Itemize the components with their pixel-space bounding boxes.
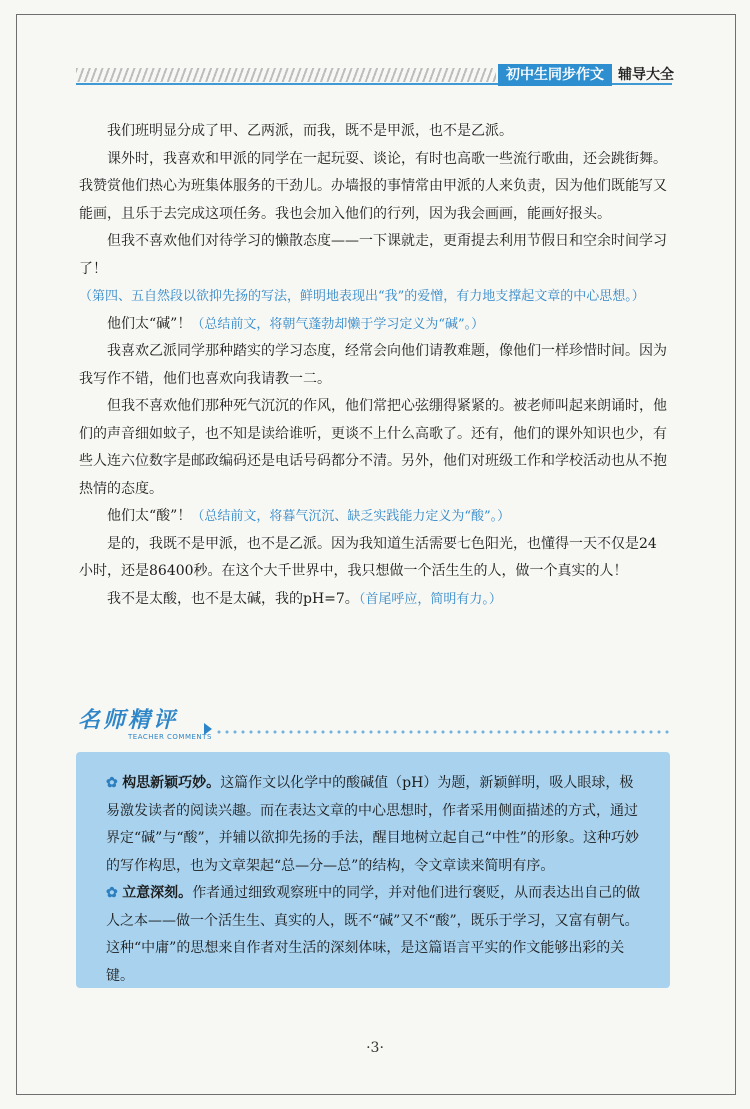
dotted-divider [215, 728, 670, 736]
paragraph [107, 311, 667, 339]
teacher-comments-box [76, 752, 670, 988]
flower-icon: ✿ [106, 775, 118, 791]
paragraph: 课外时，我喜欢和甲派的同学在一起玩耍、谈论，有时也高歌一些流行歌曲，还会跳街舞。我赞赏他们热心为班集体服务的干劲儿。办墙报的事情常由甲派的人来负责，因为他们既能写又能画，且乐于去完成这项任务。我也会加入他们的行列，因为我会画画，能画好报头。 [79, 150, 667, 222]
paragraph-text: 他们太“酸”！ [107, 508, 192, 524]
editor-comment: （总结前文，将朝气蓬勃却懒于学习定义为“碱”。） [191, 316, 485, 332]
paragraph: 但我不喜欢他们那种死气沉沉的作风，他们常把心弦绷得紧紧的。被老师叫起来朗诵时，他们的声音细如蚊子，也不知是读给谁听，更谈不上什么高歌了。还有，他们的课外知识也少，有些人连六位数字是邮政编码还是电话号码都分不清。另外，他们对班级工作和学校活动也从不抱热情的态度。 [79, 398, 667, 497]
teacher-comments-title-en: TEACHER COMMENTS [128, 733, 212, 741]
paragraph-text: 但我不喜欢他们对待学习的懒散态度——一下课就走，更甭提去利用节假日和空余时间学习了！ [79, 233, 667, 277]
comment-item [106, 770, 646, 880]
comment-lead: 立意深刻。 [122, 885, 193, 901]
teacher-comments-title: 名师精评 [78, 707, 179, 733]
editor-comment: （首尾呼应，简明有力。） [358, 591, 502, 607]
paragraph: 我喜欢乙派同学那种踏实的学习态度，经常会向他们请教难题，像他们一样珍惜时间。因为我写作不错，他们也喜欢向我请教一二。 [79, 343, 667, 387]
essay-body [79, 118, 667, 613]
book-series-label: 初中生同步作文 [498, 64, 612, 86]
editor-comment: （总结前文，将暮气沉沉、缺乏实践能力定义为“酸”。） [191, 509, 511, 524]
paragraph-text: 他们太“碱”！ [107, 315, 192, 332]
book-subtitle: 辅导大全 [618, 67, 674, 83]
paragraph [107, 586, 667, 614]
paragraph-text: 我不是太酸，也不是太碱，我的pH=7。 [107, 590, 359, 607]
comment-item [106, 880, 646, 990]
editor-comment: （第四、五自然段以欲抑先扬的写法，鲜明地表现出“我”的爱憎，有力地支撑起文章的中心思想。） [79, 289, 645, 304]
paragraph [79, 228, 667, 311]
header-decoration [76, 68, 496, 82]
paragraph: 我们班明显分成了甲、乙两派，而我，既不是甲派，也不是乙派。 [107, 123, 513, 139]
teacher-comments-heading [72, 703, 212, 747]
comment-lead: 构思新颖巧妙。 [122, 775, 221, 791]
comment-text: 作者通过细致观察班中的同学，并对他们进行褒贬，从而表达出自己的做人之本——做一个活生生、真实的人，既不“碱”又不“酸”，既乐于学习，又富有朝气。这种“中庸”的思想来自作者对生活的深刻体味，是这篇语言平实的作文能够出彩的关键。 [106, 885, 641, 984]
paragraph: 是的，我既不是甲派，也不是乙派。因为我知道生活需要七色阳光，也懂得一天不仅是24小时，还是86400秒。在这个大千世界中，我只想做一个活生生的人，做一个真实的人！ [79, 535, 657, 579]
arrow-icon [204, 723, 212, 735]
paragraph [107, 503, 667, 531]
comment-text: 这篇作文以化学中的酸碱值（pH）为题，新颖鲜明，吸人眼球，极易激发读者的阅读兴趣。而在表达文章的中心思想时，作者采用侧面描述的方式，通过界定“碱”与“酸”，并辅以欲抑先扬的手法，醒目地树立起自己“中性”的形象。这种巧妙的写作构思，也为文章架起“总—分—总”的结构，令文章读来简明有序。 [106, 775, 639, 874]
page-number: ·3· [366, 1040, 384, 1056]
flower-icon: ✿ [106, 885, 118, 901]
